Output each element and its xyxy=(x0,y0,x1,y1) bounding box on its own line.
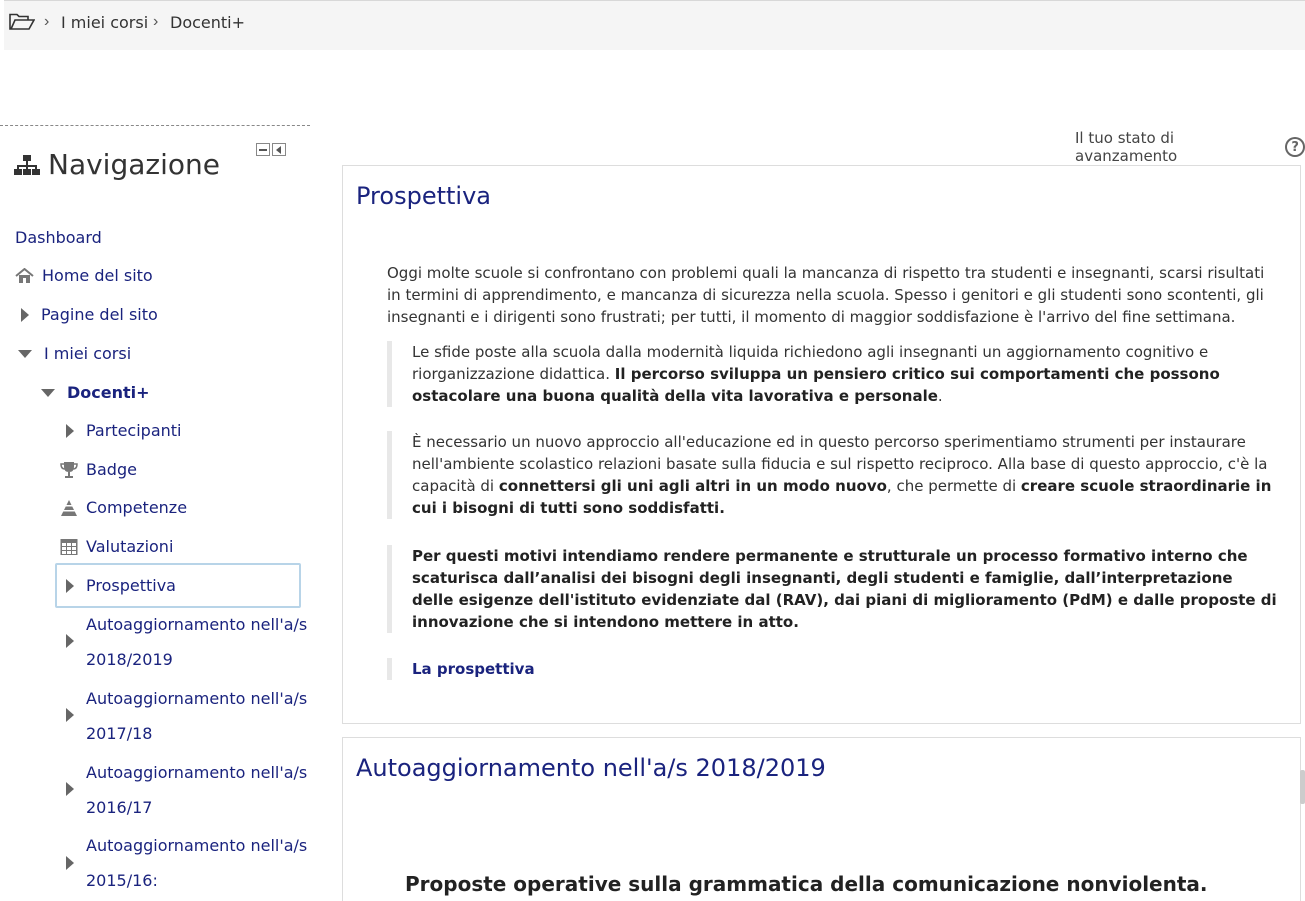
sitemap-icon xyxy=(14,154,40,176)
navigation-title xyxy=(14,148,220,181)
nav-auto-2017-18-line1: Autoaggiornamento nell'a/s xyxy=(86,689,308,708)
pyramid-icon xyxy=(60,499,78,517)
nav-my-courses-label: I miei corsi xyxy=(44,344,132,363)
nav-site-pages[interactable] xyxy=(21,305,158,324)
nav-auto-2015-16-line2: 2015/16: xyxy=(86,871,158,890)
nav-auto-2018-2019-line1: Autoaggiornamento nell'a/s xyxy=(86,615,308,634)
nav-auto-2016-17[interactable] xyxy=(86,755,307,825)
nav-auto-2017-18[interactable] xyxy=(86,681,307,751)
section-prospettiva xyxy=(342,165,1301,724)
quote-block xyxy=(387,431,1277,519)
quote-bold-text: Per questi motivi intendiamo rendere permanente e strutturale un processo formativo interno che scaturisca dall’analisi dei bisogni degli insegnanti, degli studenti e famiglie, dall’interpretazione delle esigenze dell'istituto evidenziate dal (RAV), dai piani di miglioramento (PdM) e dalle proposte di innovazione che si intendono mettere in atto. xyxy=(412,547,1277,631)
quote-bold-text: creare scuole straordinarie in cui i bisogni di tutti sono soddisfatti. xyxy=(412,477,1272,517)
nav-participants-label: Partecipanti xyxy=(86,421,182,440)
home-icon xyxy=(15,268,34,284)
nav-grades-label: Valutazioni xyxy=(86,537,174,556)
quote-bold-text: Il percorso sviluppa un pensiero critico sui comportamenti che possono ostacolare una buona qualità della vita lavorativa e personale xyxy=(412,365,1220,405)
nav-grades[interactable] xyxy=(60,537,173,556)
block-controls xyxy=(256,143,286,156)
nav-my-courses[interactable] xyxy=(18,344,131,363)
navigation-block xyxy=(0,125,310,901)
help-icon[interactable]: ? xyxy=(1285,137,1305,157)
nav-home[interactable] xyxy=(15,266,153,285)
nav-course-docenti[interactable] xyxy=(41,383,150,402)
section-autoaggiornamento-2018-2019 xyxy=(342,737,1301,901)
expand-icon xyxy=(66,634,74,648)
expand-icon xyxy=(21,308,29,322)
nav-auto-2016-17-line2: 2016/17 xyxy=(86,798,153,817)
quote-text: È necessario un nuovo approccio all'educazione ed in questo percorso sperimentiamo strumenti per instaurare nell'ambiente scolastico relazioni basate sulla fiducia e sul rispetto reciproco. Alla base di questo approccio, c'è la capacità di xyxy=(412,433,1268,495)
trophy-icon xyxy=(60,461,78,479)
nav-home-label: Home del sito xyxy=(42,266,153,285)
nav-prospettiva[interactable] xyxy=(66,576,176,595)
quote-block xyxy=(387,545,1277,633)
breadcrumb xyxy=(4,0,1305,50)
quote-block xyxy=(387,341,1277,407)
nav-dashboard[interactable] xyxy=(15,228,102,247)
dock-block-icon[interactable] xyxy=(272,143,286,156)
nav-auto-2017-18-line2: 2017/18 xyxy=(86,724,153,743)
nav-course-label: Docenti+ xyxy=(67,383,150,402)
breadcrumb-separator: › xyxy=(44,13,50,30)
nav-badge[interactable] xyxy=(60,460,137,479)
grades-table-icon xyxy=(60,538,78,556)
nav-auto-2015-16-line1: Autoaggiornamento nell'a/s xyxy=(86,836,308,855)
quote-bold-text: connettersi gli uni agli altri in un modo nuovo xyxy=(498,477,887,495)
navigation-title-text: Navigazione xyxy=(48,148,220,181)
scrollbar-thumb[interactable] xyxy=(1300,770,1305,804)
nav-auto-2015-16[interactable] xyxy=(86,828,307,898)
minimize-block-icon[interactable] xyxy=(256,143,270,156)
progress-status xyxy=(1075,129,1305,165)
nav-auto-2018-2019[interactable] xyxy=(86,607,307,677)
nav-badge-label: Badge xyxy=(86,460,137,479)
link-la-prospettiva[interactable]: La prospettiva xyxy=(387,658,1277,680)
nav-auto-2018-2019-line2: 2018/2019 xyxy=(86,650,173,669)
expand-icon xyxy=(66,579,74,593)
expand-icon xyxy=(66,424,74,438)
quote-text: . xyxy=(937,387,943,405)
progress-status-label: Il tuo stato di avanzamento xyxy=(1075,129,1178,165)
nav-site-pages-label: Pagine del sito xyxy=(41,305,158,324)
collapse-icon xyxy=(18,350,32,358)
nav-competencies[interactable] xyxy=(60,498,187,517)
quote-text: Le sfide poste alla scuola dalla modernità liquida richiedono agli insegnanti un aggiornamento cognitivo e riorganizzazione didattica. xyxy=(412,343,1209,383)
nav-dashboard-label: Dashboard xyxy=(15,228,102,247)
section-summary-intro: Oggi molte scuole si confrontano con problemi quali la mancanza di rispetto tra studenti e insegnanti, scarsi risultati in termini di apprendimento, e mancanza di sicurezza nella scuola. Spesso i genitori e gli studenti sono scontenti, gli insegnanti e i dirigenti sono frustrati; per tutti, il momento di maggior soddisfazione è l'arrivo del fine settimana. xyxy=(387,264,1265,326)
expand-icon xyxy=(66,856,74,870)
expand-icon xyxy=(66,782,74,796)
quote-text: , che permette di xyxy=(886,477,1021,495)
collapse-icon xyxy=(41,389,55,397)
expand-icon xyxy=(66,708,74,722)
breadcrumb-my-courses[interactable]: I miei corsi xyxy=(61,13,149,32)
nav-participants[interactable] xyxy=(66,421,182,440)
nav-auto-2016-17-line1: Autoaggiornamento nell'a/s xyxy=(86,763,308,782)
breadcrumb-course[interactable]: Docenti+ xyxy=(170,13,246,32)
breadcrumb-separator: › xyxy=(153,13,159,30)
section-subtitle: Proposte operative sulla grammatica della comunicazione nonviolenta. xyxy=(405,872,1208,896)
folder-open-icon[interactable] xyxy=(9,13,35,31)
nav-prospettiva-label: Prospettiva xyxy=(86,576,176,595)
section-title[interactable]: Autoaggiornamento nell'a/s 2018/2019 xyxy=(356,754,826,782)
nav-competencies-label: Competenze xyxy=(86,498,188,517)
section-title[interactable]: Prospettiva xyxy=(356,182,491,210)
